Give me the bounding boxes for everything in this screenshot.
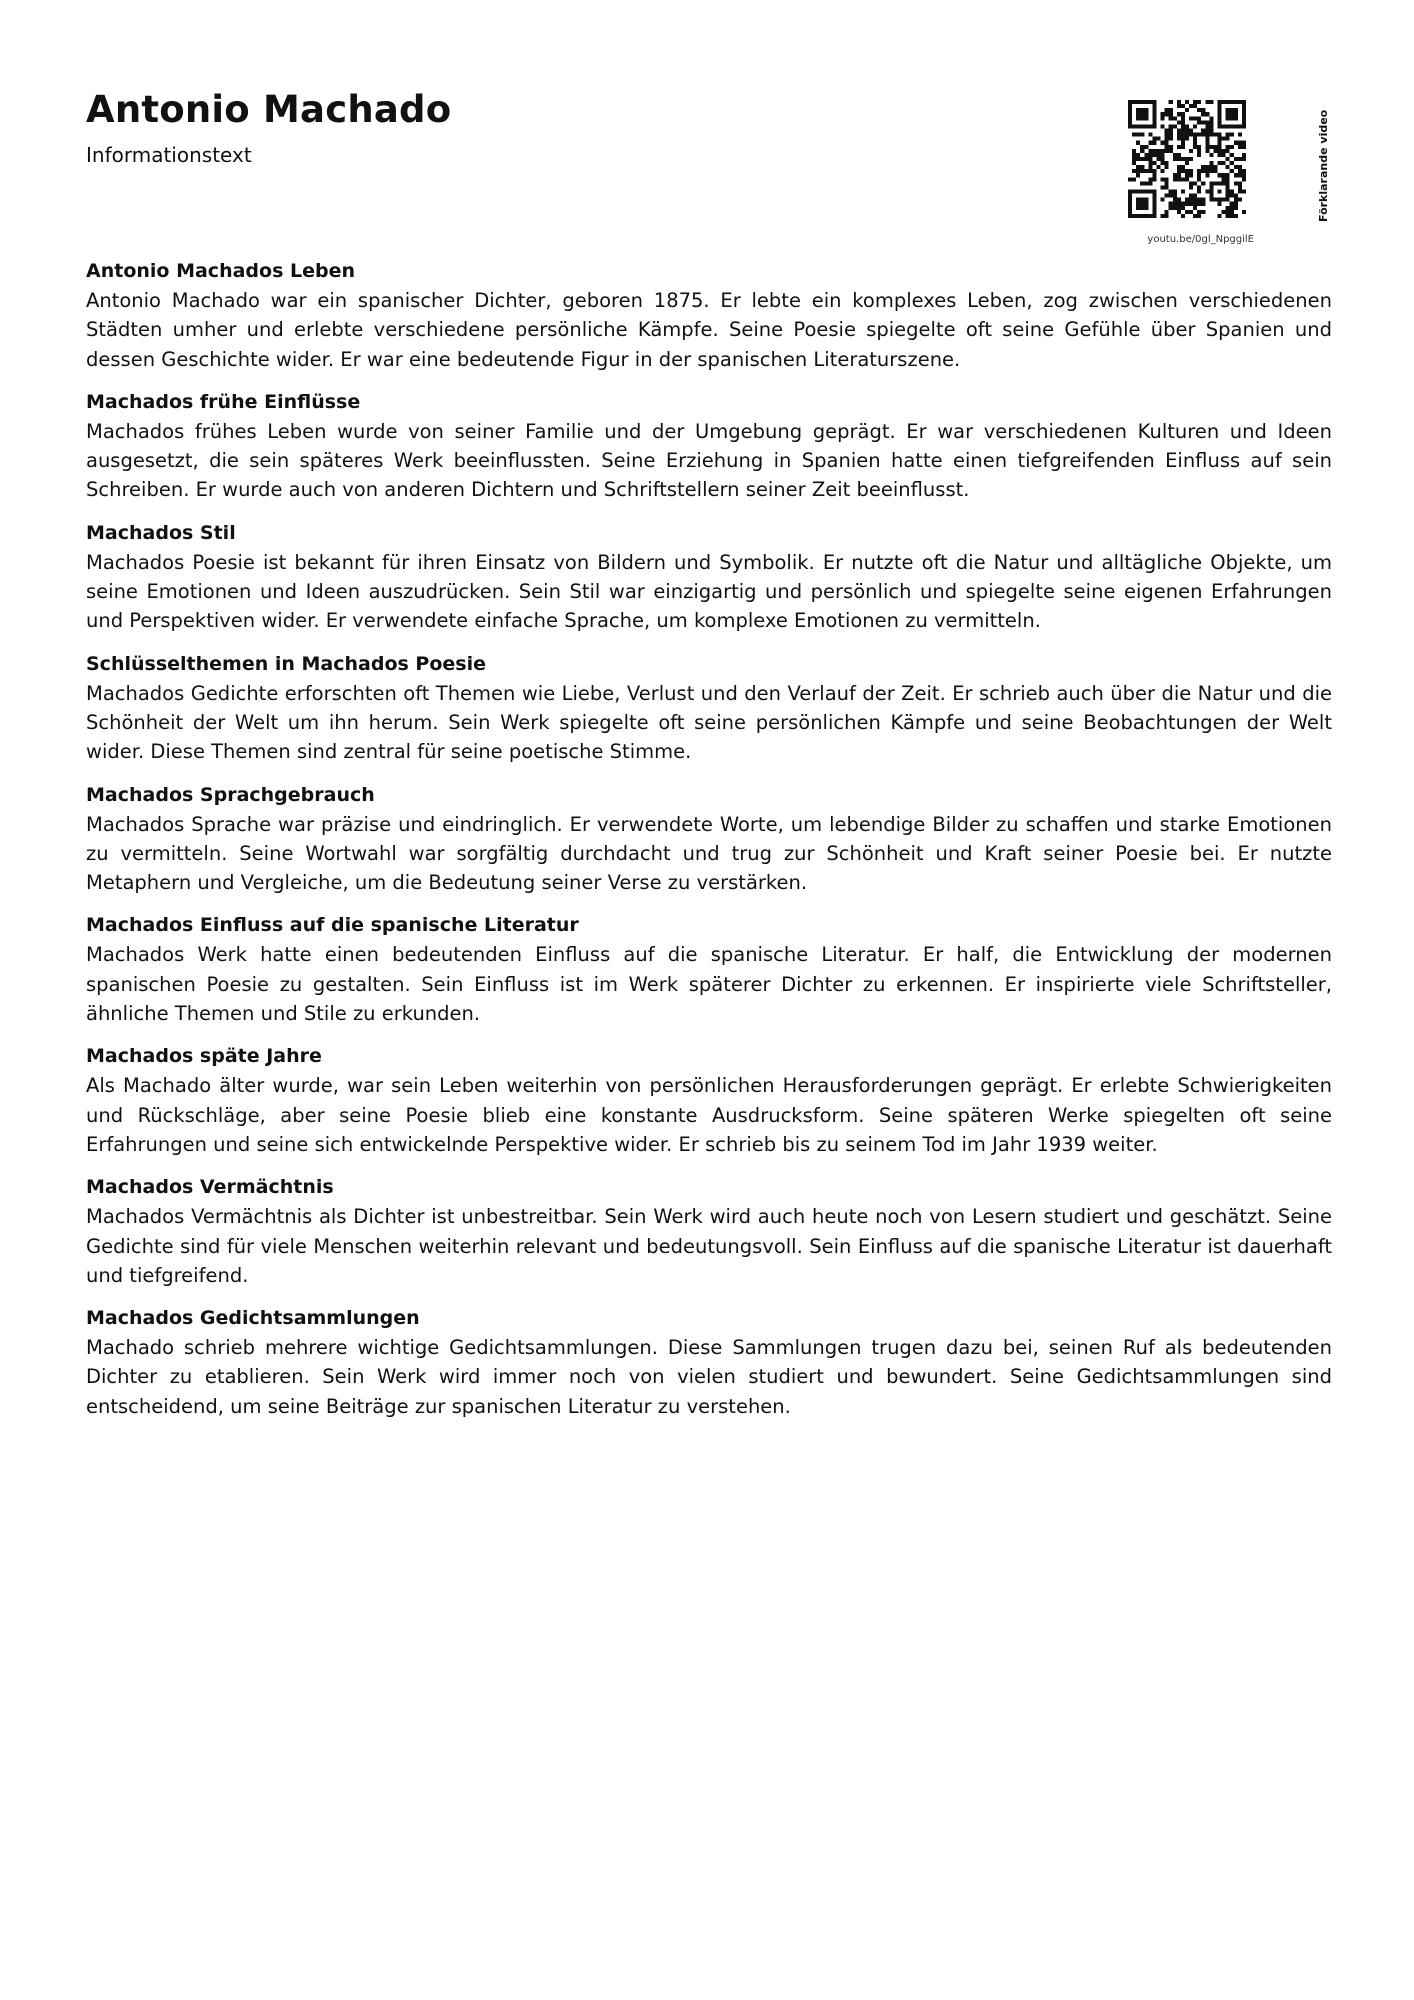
document-title: Antonio Machado: [86, 88, 452, 131]
section-heading: Machados Stil: [86, 521, 236, 544]
section-spaete-jahre: [86, 1041, 1332, 1159]
qr-code[interactable]: [1128, 100, 1246, 218]
section-heading: Machados Einfluss auf die spanische Literatur: [86, 914, 579, 937]
section-fruehe-einfluesse: [86, 387, 1332, 505]
section-body: Machados Werk hatte einen bedeutenden Einfluss auf die spanische Literatur. Er half, die Entwicklung der modernen spanischen Poesie zu gestalten. Sein Einfluss ist im Werk späterer Dichter zu erkennen. Er inspirierte viele Schriftsteller, ähnliche Themen und Stile zu erkunden.: [86, 943, 1332, 1026]
section-heading: Machados Sprachgebrauch: [86, 783, 375, 806]
section-heading: Schlüsselthemen in Machados Poesie: [86, 652, 486, 675]
section-body: Machados frühes Leben wurde von seiner Familie und der Umgebung geprägt. Er war verschiedenen Kulturen und Ideen ausgesetzt, die sein späteres Werk beeinflussten. Seine Erziehung in Spanien hatte einen tiefgreifenden Einfluss auf sein Schreiben. Er wurde auch von anderen Dichtern und Schriftstellern seiner Zeit beeinflusst.: [86, 419, 1332, 502]
section-vermaechtnis: [86, 1172, 1332, 1290]
qr-video-label: Förklarande video: [1317, 109, 1330, 222]
section-heading: Antonio Machados Leben: [86, 260, 355, 282]
section-body: Machado schrieb mehrere wichtige Gedichtsammlungen. Diese Sammlungen trugen dazu bei, seinen Ruf als bedeutenden Dichter zu etablieren. Sein Werk wird immer noch von vielen studiert und bewundert. Seine Gedichtsammlungen sind entscheidend, um seine Beiträge zur spanischen Literatur zu verstehen.: [86, 1336, 1332, 1418]
section-heading: Machados Gedichtsammlungen: [86, 1307, 420, 1330]
section-heading: Machados späte Jahre: [86, 1045, 322, 1068]
section-schluesselthemen: [86, 649, 1332, 767]
section-body: Machados Sprache war präzise und eindringlich. Er verwendete Worte, um lebendige Bilder zu schaffen und starke Emotionen zu vermitteln. Seine Wortwahl war sorgfältig durchdacht und trug zur Schönheit und Kraft seiner Poesie bei. Er nutzte Metaphern und Vergleiche, um die Bedeutung seiner Verse zu verstärken.: [86, 812, 1332, 895]
document-subtitle: Informationstext: [86, 143, 252, 167]
section-leben: [86, 256, 1332, 374]
section-body: Machados Vermächtnis als Dichter ist unbestreitbar. Sein Werk wird auch heute noch von Lesern studiert und geschätzt. Seine Gedichte sind für viele Menschen weiterhin relevant und bedeutungsvoll. Sein Einfluss auf die spanische Literatur ist dauerhaft und tiefgreifend.: [86, 1205, 1332, 1287]
qr-video-block: [1128, 96, 1330, 256]
section-sprachgebrauch: [86, 780, 1332, 898]
qr-video-url[interactable]: youtu.be/0gl_NpggilE: [1147, 234, 1254, 245]
section-body: Als Machado älter wurde, war sein Leben weiterhin von persönlichen Herausforderungen geprägt. Er erlebte Schwierigkeiten und Rückschläge, aber seine Poesie blieb eine konstante Ausdrucksform. Seine späteren Werke spiegelten oft seine Erfahrungen und seine sich entwickelnde Perspektive wider. Er schrieb bis zu seinem Tod im Jahr 1939 weiter.: [86, 1074, 1332, 1156]
section-stil: [86, 518, 1332, 636]
section-einfluss-literatur: [86, 910, 1332, 1028]
section-body: Machados Gedichte erforschten oft Themen wie Liebe, Verlust und den Verlauf der Zeit. Er schrieb auch über die Natur und die Schönheit der Welt um ihn herum. Sein Werk spiegelte oft seine persönlichen Kämpfe und seine Beobachtungen der Welt wider. Diese Themen sind zentral für seine poetische Stimme.: [86, 681, 1332, 764]
section-heading: Machados Vermächtnis: [86, 1176, 334, 1199]
content-sections: [86, 256, 1332, 1434]
section-gedichtsammlungen: [86, 1303, 1332, 1421]
section-body: Antonio Machado war ein spanischer Dichter, geboren 1875. Er lebte ein komplexes Leben, zog zwischen verschiedenen Städten umher und erlebte verschiedene persönliche Kämpfe. Seine Poesie spiegelte oft seine Gefühle über Spanien und dessen Geschichte wider. Er war eine bedeutende Figur in der spanischen Literaturszene.: [86, 289, 1332, 371]
section-body: Machados Poesie ist bekannt für ihren Einsatz von Bildern und Symbolik. Er nutzte oft die Natur und alltägliche Objekte, um seine Emotionen und Ideen auszudrücken. Sein Stil war einzigartig und persönlich und spiegelte seine eigenen Erfahrungen und Perspektiven wider. Er verwendete einfache Sprache, um komplexe Emotionen zu vermitteln.: [86, 550, 1332, 633]
document-page: [86, 0, 1332, 2000]
section-heading: Machados frühe Einflüsse: [86, 390, 361, 413]
